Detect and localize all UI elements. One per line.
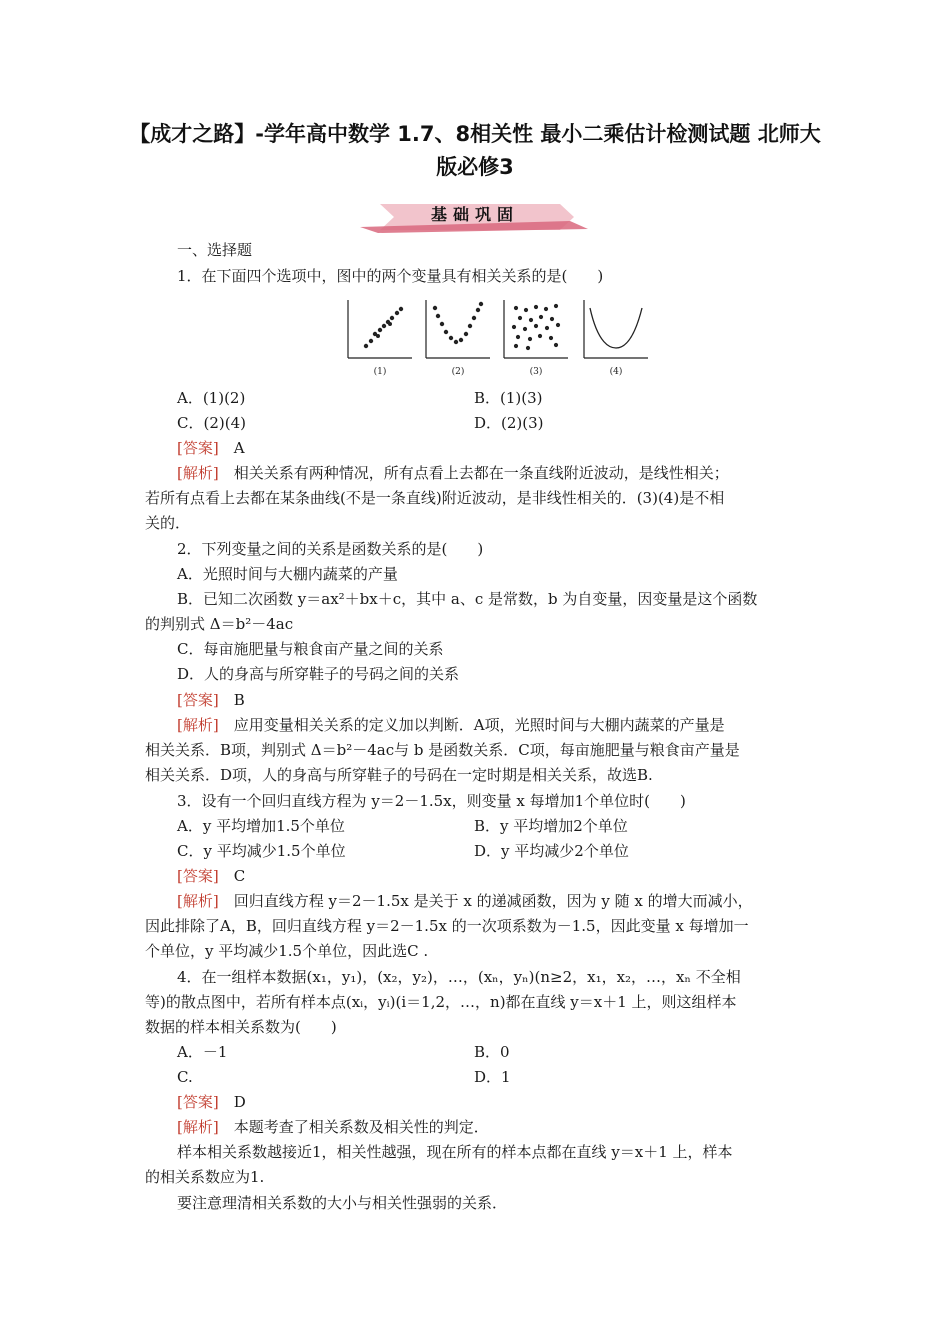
q4-analysis-line-1: 本题考查了相关系数及相关性的判定．: [233, 1118, 489, 1136]
q3-analysis-line-3: 个单位，y 平均减少1.5个单位，因此选C .: [145, 942, 429, 960]
q2-analysis-tag: [解析]: [177, 716, 219, 734]
q1-figures: [340, 296, 650, 378]
q3-answer: C: [233, 867, 246, 885]
q3-analysis-line-1: 回归直线方程 y＝2－1.5x 是关于 x 的递减函数，因为 y 随 x 的增大而减小，: [233, 892, 753, 910]
q1-answer: A: [233, 439, 245, 457]
q4-answer-tag: [答案]: [177, 1093, 219, 1111]
q1-option-d: D．(2)(3): [474, 414, 544, 432]
fig-label-4: (4): [609, 367, 623, 377]
q4-option-b: B．0: [474, 1043, 510, 1061]
q3-answer-tag: [答案]: [177, 867, 219, 885]
q1-option-a: A．(1)(2): [177, 389, 246, 407]
banner-text: 基础巩固: [430, 205, 519, 224]
q3-option-b: B．y 平均增加2个单位: [474, 817, 628, 835]
q2-option-b-line-1: B．已知二次函数 y＝ax²＋bx＋c，其中 a、c 是常数，b 为自变量，因变量是这个函数: [177, 590, 758, 608]
q4-answer: D: [233, 1093, 246, 1111]
q2-analysis-line-2: 相关关系．B项，判别式 Δ＝b²－4ac与 b 是函数关系．C项，每亩施肥量与粮食亩产量是: [145, 741, 740, 759]
figure-4-parabola: [584, 300, 648, 358]
q4-analysis-line-4: 要注意理清相关系数的大小与相关性强弱的关系．: [177, 1194, 508, 1212]
q4-stem-line-1: 4．在一组样本数据(x₁，y₁)，(x₂，y₂)，…，(xₙ，yₙ)(n≥2，x₁，x₂，…，xₙ 不全相: [177, 968, 741, 986]
q4-analysis-line-2: 样本相关系数越接近1，相关性越强，现在所有的样本点都在直线 y＝x＋1 上，样本: [177, 1143, 733, 1161]
q3-option-d: D．y 平均减少2个单位: [474, 842, 629, 860]
q3-analysis-line-2: 因此排除了A，B，回归直线方程 y＝2－1.5x 的一次项系数为－1.5，因此变量 x 每增加一: [145, 917, 749, 935]
q2-answer-tag: [答案]: [177, 691, 219, 709]
q2-stem: 2．下列变量之间的关系是函数关系的是( ): [177, 540, 484, 558]
q4-option-d: D．1: [474, 1068, 511, 1086]
page-title: 【成才之路】-学年高中数学 1.7、8相关性 最小二乘估计检测试题 北师大版必修3: [129, 122, 821, 179]
q1-option-b: B．(1)(3): [474, 389, 543, 407]
q1-option-c: C．(2)(4): [177, 414, 246, 432]
q2-answer: B: [233, 691, 245, 709]
q2-analysis-line-1: 应用变量相关关系的定义加以判断．A项，光照时间与大棚内蔬菜的产量是: [233, 716, 725, 734]
q3-stem: 3．设有一个回归直线方程为 y＝2－1.5x，则变量 x 每增加1个单位时( ): [177, 792, 686, 810]
q2-analysis-line-3: 相关关系．D项，人的身高与所穿鞋子的号码在一定时期是相关关系，故选B.: [145, 766, 653, 784]
figure-3-random-scatter: [504, 300, 568, 358]
q2-option-c: C．每亩施肥量与粮食亩产量之间的关系: [177, 640, 444, 658]
q3-analysis-tag: [解析]: [177, 892, 219, 910]
figure-2-curved-scatter: [426, 300, 490, 358]
q1-analysis-tag: [解析]: [177, 464, 219, 482]
q1-stem: 1．在下面四个选项中，图中的两个变量具有相关关系的是( ): [177, 267, 604, 285]
figure-1-linear-scatter: [348, 300, 412, 358]
q2-option-d: D．人的身高与所穿鞋子的号码之间的关系: [177, 665, 460, 683]
q2-option-b-line-2: 的判别式 Δ＝b²－4ac: [145, 615, 294, 633]
fig-label-1: (1): [373, 367, 387, 377]
q3-option-a: A．y 平均增加1.5个单位: [177, 817, 345, 835]
q4-analysis-line-3: 的相关系数应为1.: [145, 1168, 265, 1186]
q4-option-a: A．－1: [177, 1043, 228, 1061]
q1-analysis-line-1: 相关关系有两种情况，所有点看上去都在一条直线附近波动，是线性相关；: [233, 464, 729, 482]
fig-label-3: (3): [529, 367, 543, 377]
fig-label-2: (2): [451, 367, 465, 377]
q1-answer-tag: [答案]: [177, 439, 219, 457]
q2-option-a: A．光照时间与大棚内蔬菜的产量: [177, 565, 398, 583]
q1-analysis-line-2: 若所有点看上去都在某条曲线(不是一条直线)附近波动，是非线性相关的．(3)(4)是不相: [145, 489, 725, 507]
q4-option-c: C.: [177, 1068, 193, 1086]
q4-stem-line-2: 等)的散点图中，若所有样本点(xᵢ，yᵢ)(i＝1,2，…，n)都在直线 y＝x＋1 上，则这组样本: [145, 993, 737, 1011]
q4-analysis-tag: [解析]: [177, 1118, 219, 1136]
q3-option-c: C．y 平均减少1.5个单位: [177, 842, 346, 860]
q1-analysis-line-3: 关的．: [145, 514, 191, 532]
q4-stem-line-3: 数据的样本相关系数为( ): [145, 1018, 337, 1036]
section-heading: 一、选择题: [177, 241, 253, 259]
